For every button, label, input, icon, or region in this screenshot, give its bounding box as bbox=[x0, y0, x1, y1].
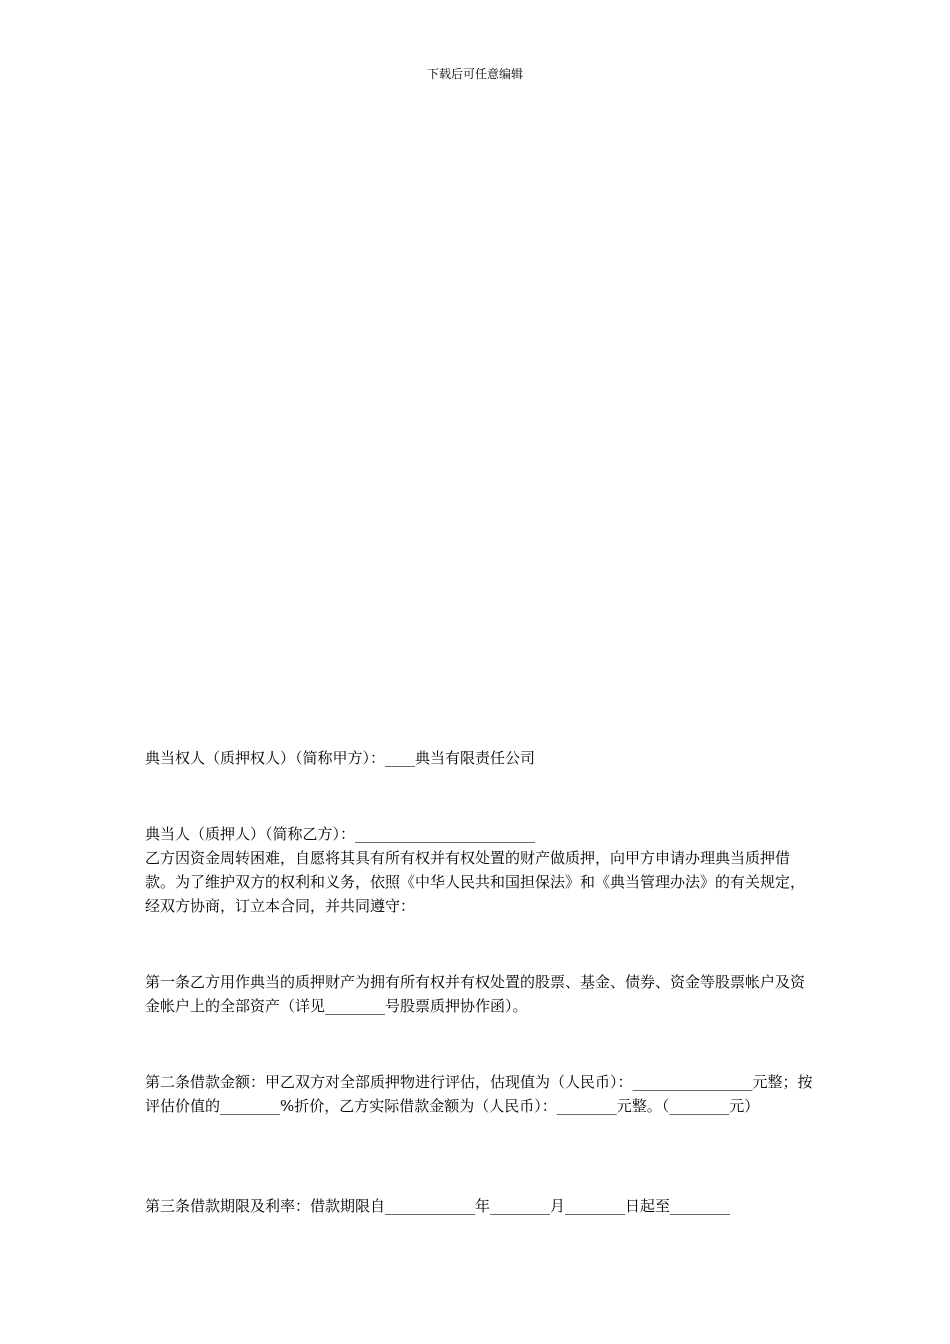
article-2-section bbox=[145, 1070, 817, 1118]
article-2: 第二条借款金额：甲乙双方对全部质押物进行评估，估现值为（人民币）：________________元整；按评估价值的________%折价，乙方实际借款金额为（人民币）：________元整。（________元） bbox=[145, 1073, 813, 1115]
pledgor-line: 典当人（质押人）（简称乙方）：________________________ bbox=[145, 825, 536, 843]
header-note: 下载后可任意编辑 bbox=[426, 67, 523, 81]
pawnbroker-section bbox=[145, 746, 817, 770]
article-1-section bbox=[145, 970, 817, 1018]
page-header bbox=[0, 66, 950, 82]
pledgor-section bbox=[145, 822, 817, 918]
article-1: 第一条乙方用作典当的质押财产为拥有所有权并有权处置的股票、基金、债券、资金等股票帐户及资金帐户上的全部资产（详见________号股票质押协作函）。 bbox=[145, 973, 806, 1015]
pawnbroker-line: 典当权人（质押权人）（简称甲方）：____典当有限责任公司 bbox=[145, 749, 536, 767]
article-3-section bbox=[145, 1194, 817, 1218]
article-3: 第三条借款期限及利率：借款期限自____________年________月________日起至________ bbox=[145, 1197, 731, 1215]
intro-paragraph: 乙方因资金周转困难，自愿将其具有所有权并有权处置的财产做质押，向甲方申请办理典当质押借款。为了维护双方的权利和义务，依照《中华人民共和国担保法》和《典当管理办法》的有关规定，经双方协商，订立本合同，并共同遵守： bbox=[145, 849, 806, 915]
